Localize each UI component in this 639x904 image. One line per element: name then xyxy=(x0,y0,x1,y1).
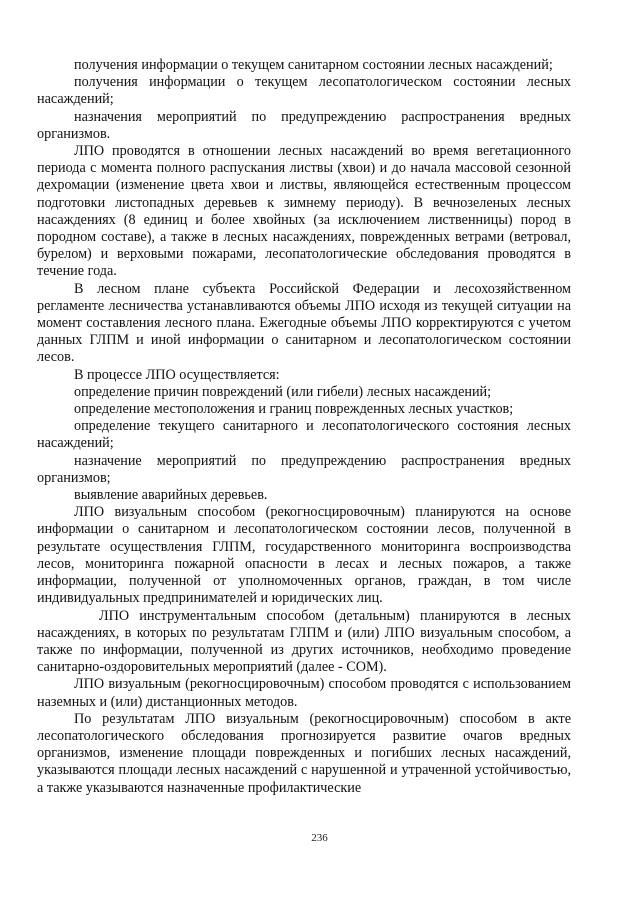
paragraph: По результатам ЛПО визуальным (рекогносцировочным) способом в акте лесопатологического обследования прогнозируется развитие очагов вредных организмов, изменение площади поврежденных и погибших лесных насаждений, указываются площади лесных насаждений с нарушенной и утраченной устойчивостью, а также указываются назначенные профилактические xyxy=(37,710,571,796)
paragraph: В лесном плане субъекта Российской Федерации и лесохозяйственном регламенте лесничества устанавливаются объемы ЛПО исходя из текущей ситуации на момент составления лесного плана. Ежегодные объемы ЛПО корректируются с учетом данных ГЛПМ и иной информации о санитарном и лесопатологическом состоянии лесов. xyxy=(37,280,571,366)
paragraph: назначения мероприятий по предупреждению распространения вредных организмов. xyxy=(37,108,571,142)
paragraph: определение причин повреждений (или гибели) лесных насаждений; xyxy=(74,383,492,400)
paragraph: ЛПО инструментальным способом (детальным) планируются в лесных насаждениях, в которых по результатам ГЛПМ и (или) ЛПО визуальным способом, а также по информации, полученной из других источников, необходимо проведение санитарно-оздоровительных мероприятий (далее - СОМ). xyxy=(37,607,571,676)
paragraph: выявление аварийных деревьев. xyxy=(74,487,268,504)
paragraph: получения информации о текущем санитарном состоянии лесных насаждений; xyxy=(74,57,553,73)
paragraph: получения информации о текущем лесопатологическом состоянии лесных насаждений; xyxy=(37,74,571,108)
paragraph: назначение мероприятий по предупреждению распространения вредных организмов; xyxy=(37,452,571,486)
body-text xyxy=(37,57,571,797)
paragraph: определение местоположения и границ поврежденных лесных участков; xyxy=(74,401,514,418)
paragraph: ЛПО проводятся в отношении лесных насаждений во время вегетационного периода с момента полного распускания листвы (хвои) и до начала массовой сезонной дехромации (изменение цвета хвои и листвы, являющейся естественным процессом подготовки листопадных деревьев к зимнему периоду). В вечнозеленых лесных насаждениях (8 единиц и более хвойных (за исключением лиственницы) пород в породном составе), а также в лесных насаждениях, поврежденных ветрами (ветровал, бурелом) и верховыми пожарами, лесопатологические обследования проводятся в течение года. xyxy=(37,143,571,280)
paragraph: В процессе ЛПО осуществляется: xyxy=(74,366,280,383)
paragraph: ЛПО визуальным способом (рекогносцировочным) планируются на основе информации о санитарном и лесопатологическом состоянии лесов, полученной в результате осуществления ГЛПМ, государственного мониторинга воспроизводства лесов, мониторинга пожарной опасности в лесах и лесных пожаров, а также информации, полученной от уполномоченных органов, граждан, в том числе индивидуальных предпринимателей и юридических лиц. xyxy=(37,504,571,607)
paragraph: ЛПО визуальным (рекогносцировочным) способом проводятся с использованием наземных и (или) дистанционных методов. xyxy=(37,676,571,710)
paragraph: определение текущего санитарного и лесопатологического состояния лесных насаждений; xyxy=(37,418,571,452)
page-number: 236 xyxy=(311,832,328,844)
